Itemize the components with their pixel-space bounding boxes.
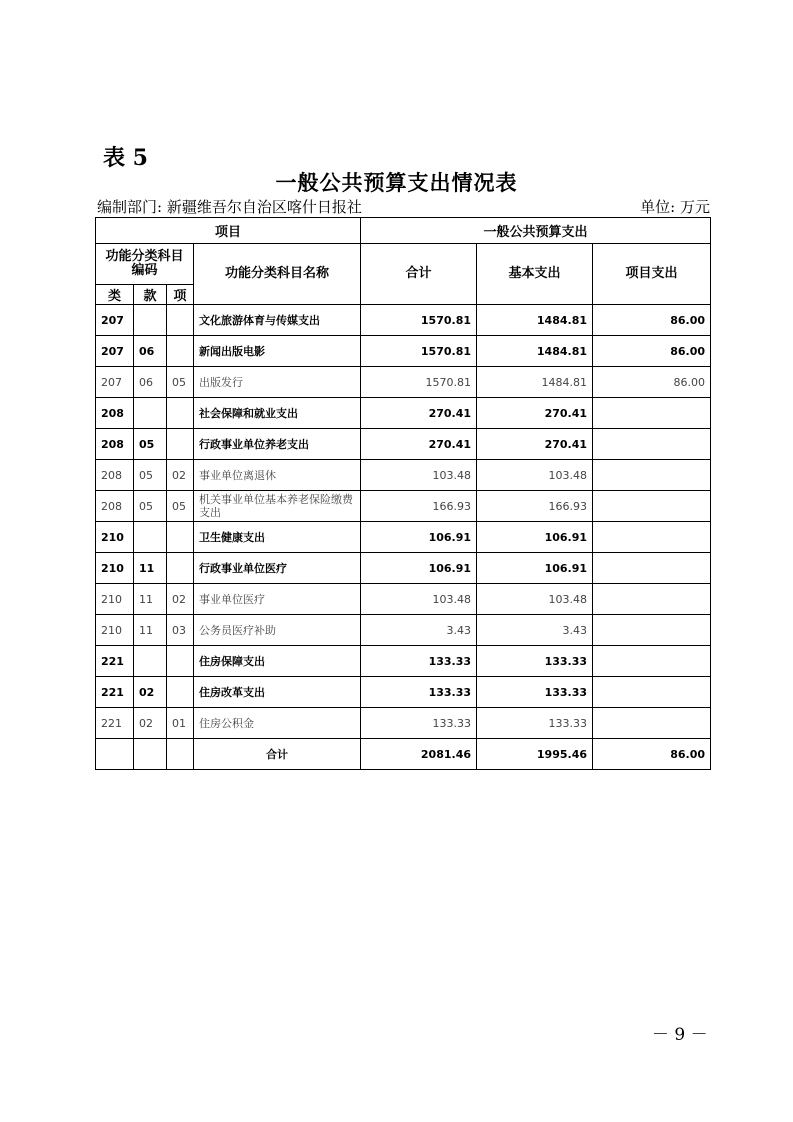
total-cell: 103.48 bbox=[361, 584, 477, 615]
header-total-column: 合计 bbox=[361, 244, 477, 305]
total-cell: 3.43 bbox=[361, 615, 477, 646]
basic-cell: 103.48 bbox=[477, 460, 593, 491]
section-cell: 05 bbox=[134, 429, 167, 460]
name-cell: 事业单位离退休 bbox=[194, 460, 361, 491]
table-row bbox=[96, 646, 711, 677]
total-item-cell bbox=[167, 739, 194, 770]
table-row bbox=[96, 677, 711, 708]
basic-cell: 166.93 bbox=[477, 491, 593, 522]
basic-cell: 1484.81 bbox=[477, 305, 593, 336]
table-row bbox=[96, 553, 711, 584]
total-cell: 270.41 bbox=[361, 429, 477, 460]
header-section-column: 款 bbox=[134, 285, 167, 305]
header-item-group: 项目 bbox=[96, 218, 361, 244]
class-cell: 210 bbox=[96, 553, 134, 584]
header-name-column: 功能分类科目名称 bbox=[194, 244, 361, 305]
section-cell: 11 bbox=[134, 615, 167, 646]
table-row bbox=[96, 584, 711, 615]
document-title: 一般公共预算支出情况表 bbox=[275, 170, 518, 195]
item-cell bbox=[167, 553, 194, 584]
header-project-column: 项目支出 bbox=[593, 244, 711, 305]
class-cell: 207 bbox=[96, 305, 134, 336]
name-cell: 公务员医疗补助 bbox=[194, 615, 361, 646]
total-cell: 1570.81 bbox=[361, 367, 477, 398]
class-cell: 210 bbox=[96, 615, 134, 646]
section-cell: 06 bbox=[134, 367, 167, 398]
project-cell: 86.00 bbox=[593, 336, 711, 367]
item-cell: 02 bbox=[167, 584, 194, 615]
class-cell: 208 bbox=[96, 460, 134, 491]
table-row bbox=[96, 615, 711, 646]
item-cell bbox=[167, 646, 194, 677]
basic-cell: 1484.81 bbox=[477, 336, 593, 367]
meta-row bbox=[97, 196, 710, 216]
class-cell: 208 bbox=[96, 491, 134, 522]
header-basic-column: 基本支出 bbox=[477, 244, 593, 305]
item-cell bbox=[167, 398, 194, 429]
header-row-groups bbox=[96, 218, 711, 244]
name-cell: 事业单位医疗 bbox=[194, 584, 361, 615]
item-cell: 02 bbox=[167, 460, 194, 491]
section-cell bbox=[134, 522, 167, 553]
project-cell bbox=[593, 429, 711, 460]
basic-cell: 133.33 bbox=[477, 677, 593, 708]
total-name-cell: 合计 bbox=[194, 739, 361, 770]
name-cell: 新闻出版电影 bbox=[194, 336, 361, 367]
total-row bbox=[96, 739, 711, 770]
total-sum-cell: 2081.46 bbox=[361, 739, 477, 770]
section-cell: 11 bbox=[134, 584, 167, 615]
section-cell: 02 bbox=[134, 677, 167, 708]
project-cell bbox=[593, 615, 711, 646]
name-cell: 住房改革支出 bbox=[194, 677, 361, 708]
table-row bbox=[96, 491, 711, 522]
project-cell: 86.00 bbox=[593, 305, 711, 336]
class-cell: 221 bbox=[96, 708, 134, 739]
total-cell: 133.33 bbox=[361, 708, 477, 739]
name-cell: 住房保障支出 bbox=[194, 646, 361, 677]
header-item-column: 项 bbox=[167, 285, 194, 305]
section-cell: 05 bbox=[134, 491, 167, 522]
class-cell: 221 bbox=[96, 646, 134, 677]
basic-cell: 106.91 bbox=[477, 522, 593, 553]
name-cell: 文化旅游体育与传媒支出 bbox=[194, 305, 361, 336]
project-cell bbox=[593, 708, 711, 739]
table-row bbox=[96, 305, 711, 336]
table-row bbox=[96, 398, 711, 429]
item-cell bbox=[167, 336, 194, 367]
class-cell: 208 bbox=[96, 429, 134, 460]
name-cell: 出版发行 bbox=[194, 367, 361, 398]
name-cell: 机关事业单位基本养老保险缴费支出 bbox=[194, 491, 361, 522]
header-row-columns bbox=[96, 244, 711, 285]
compiler-department: 编制部门: 新疆维吾尔自治区喀什日报社 bbox=[97, 198, 362, 216]
name-cell: 住房公积金 bbox=[194, 708, 361, 739]
name-cell: 卫生健康支出 bbox=[194, 522, 361, 553]
class-cell: 221 bbox=[96, 677, 134, 708]
class-cell: 208 bbox=[96, 398, 134, 429]
name-cell: 行政事业单位医疗 bbox=[194, 553, 361, 584]
page-number: － 9 － bbox=[652, 1025, 708, 1045]
item-cell bbox=[167, 677, 194, 708]
total-project-cell: 86.00 bbox=[593, 739, 711, 770]
table-row bbox=[96, 367, 711, 398]
project-cell bbox=[593, 553, 711, 584]
project-cell bbox=[593, 460, 711, 491]
total-cell: 106.91 bbox=[361, 553, 477, 584]
project-cell bbox=[593, 646, 711, 677]
class-cell: 207 bbox=[96, 367, 134, 398]
item-cell bbox=[167, 522, 194, 553]
unit-label: 单位: 万元 bbox=[640, 198, 710, 216]
section-cell: 06 bbox=[134, 336, 167, 367]
section-cell: 11 bbox=[134, 553, 167, 584]
section-cell bbox=[134, 646, 167, 677]
basic-cell: 270.41 bbox=[477, 429, 593, 460]
class-cell: 207 bbox=[96, 336, 134, 367]
class-cell: 210 bbox=[96, 522, 134, 553]
item-cell: 05 bbox=[167, 367, 194, 398]
item-cell: 03 bbox=[167, 615, 194, 646]
total-cell: 133.33 bbox=[361, 646, 477, 677]
total-section-cell bbox=[134, 739, 167, 770]
budget-table bbox=[95, 217, 711, 770]
table-row bbox=[96, 460, 711, 491]
project-cell bbox=[593, 398, 711, 429]
name-cell: 社会保障和就业支出 bbox=[194, 398, 361, 429]
item-cell bbox=[167, 429, 194, 460]
basic-cell: 133.33 bbox=[477, 646, 593, 677]
header-class-column: 类 bbox=[96, 285, 134, 305]
total-cell: 1570.81 bbox=[361, 305, 477, 336]
section-cell bbox=[134, 305, 167, 336]
item-cell: 01 bbox=[167, 708, 194, 739]
total-cell: 103.48 bbox=[361, 460, 477, 491]
section-cell: 05 bbox=[134, 460, 167, 491]
total-cell: 166.93 bbox=[361, 491, 477, 522]
table-row bbox=[96, 336, 711, 367]
total-basic-cell: 1995.46 bbox=[477, 739, 593, 770]
basic-cell: 106.91 bbox=[477, 553, 593, 584]
section-cell: 02 bbox=[134, 708, 167, 739]
basic-cell: 1484.81 bbox=[477, 367, 593, 398]
project-cell: 86.00 bbox=[593, 367, 711, 398]
class-cell: 210 bbox=[96, 584, 134, 615]
project-cell bbox=[593, 491, 711, 522]
total-cell: 106.91 bbox=[361, 522, 477, 553]
basic-cell: 133.33 bbox=[477, 708, 593, 739]
table-row bbox=[96, 429, 711, 460]
item-cell: 05 bbox=[167, 491, 194, 522]
name-cell: 行政事业单位养老支出 bbox=[194, 429, 361, 460]
total-cell: 133.33 bbox=[361, 677, 477, 708]
header-expense-group: 一般公共预算支出 bbox=[361, 218, 711, 244]
basic-cell: 103.48 bbox=[477, 584, 593, 615]
project-cell bbox=[593, 677, 711, 708]
header-code-group: 功能分类科目编码 bbox=[96, 244, 194, 285]
item-cell bbox=[167, 305, 194, 336]
total-cell: 270.41 bbox=[361, 398, 477, 429]
basic-cell: 270.41 bbox=[477, 398, 593, 429]
table-label: 表 5 bbox=[103, 145, 148, 171]
section-cell bbox=[134, 398, 167, 429]
total-class-cell bbox=[96, 739, 134, 770]
table-row bbox=[96, 522, 711, 553]
project-cell bbox=[593, 522, 711, 553]
table-body bbox=[96, 305, 711, 739]
table-row bbox=[96, 708, 711, 739]
project-cell bbox=[593, 584, 711, 615]
basic-cell: 3.43 bbox=[477, 615, 593, 646]
total-cell: 1570.81 bbox=[361, 336, 477, 367]
